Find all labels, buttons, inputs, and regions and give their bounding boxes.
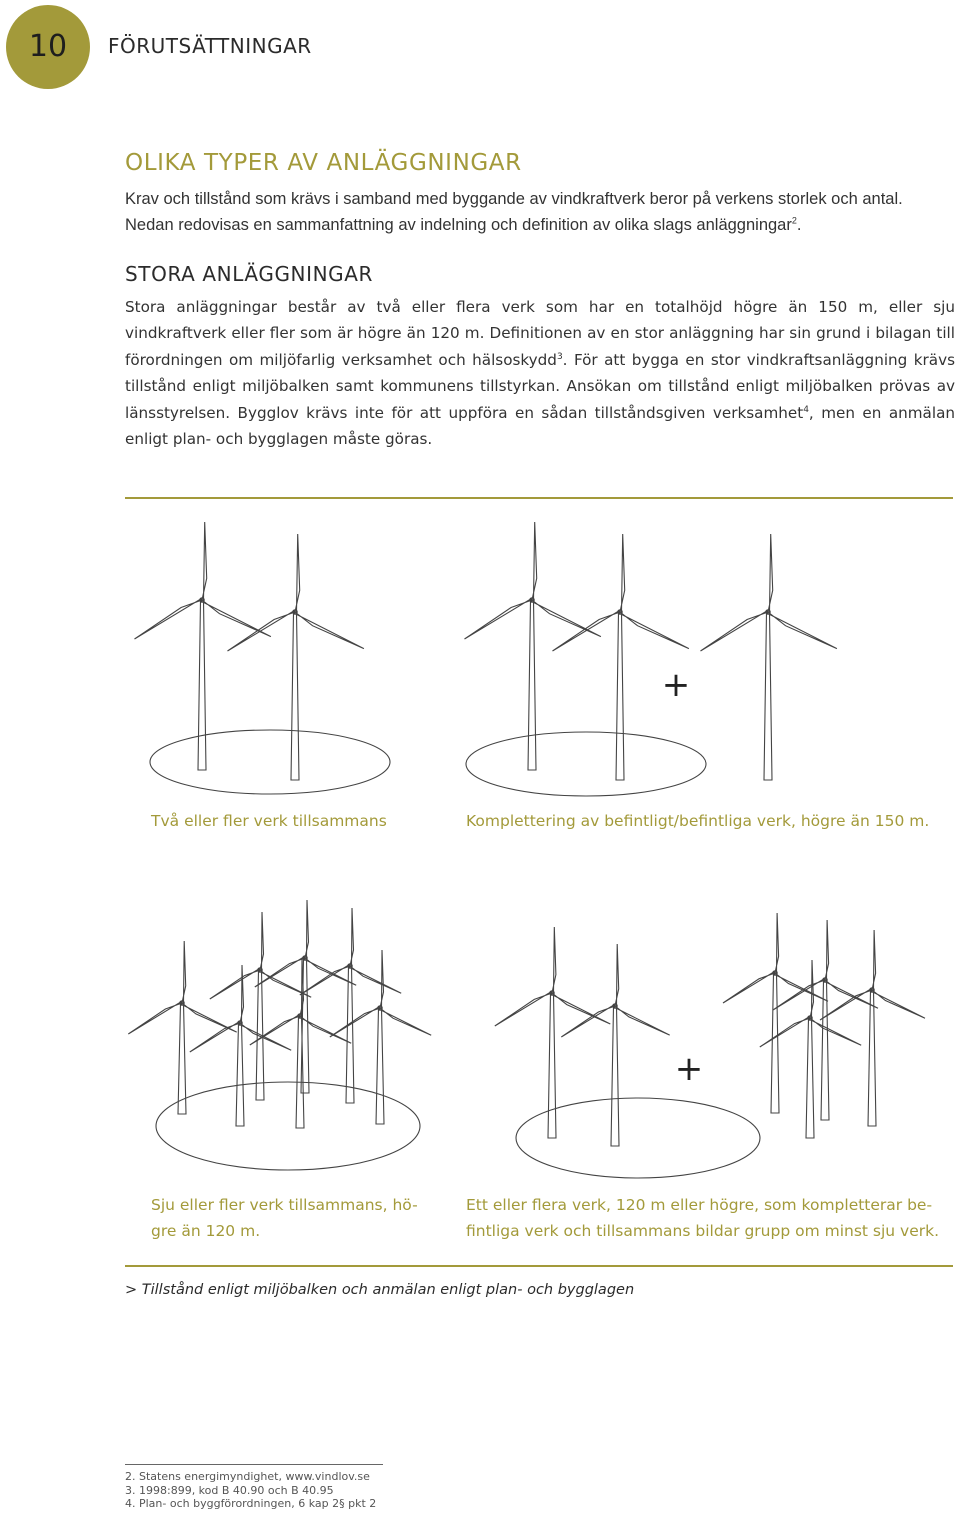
wind-turbine [701,534,837,780]
footnote-4: 4. Plan- och byggförordningen, 6 kap 2§ pkt 2 [125,1497,377,1510]
wind-turbine [300,908,401,1103]
wind-turbine [820,930,925,1126]
caption-two-turbines: Två eller fler verk tillsammans [151,812,387,830]
divider-top [125,497,953,499]
footnotes [125,1470,376,1511]
figure-row-1 [120,512,960,802]
footnote-divider [125,1464,383,1465]
illustration-two-turbines [135,522,391,794]
footnote-2: 2. Statens energimyndighet, www.vindlov.se [125,1470,370,1483]
illustration-complement-turbines [465,522,837,796]
body-paragraph: Stora anläggningar består av två eller flera verk som har en totalhöjd högre än 150 m, eller sju vindkraftverk eller fler som är högre än 120 m. Definitionen av en stor anläggning har sin grund i bilagan till förordningen om miljöfarlig verksamhet och hälsoskydd$^3$. För att bygga en stor vindkraftsanläggning krävs tillstånd enligt miljöbalken samt kommunens tillstyrkan. Ansökan om tillstånd enligt miljöbalken prövas av länsstyrelsen. Bygglov krävs inte för att uppföra en sådan tillståndsgiven verksamhet$^4$, men en anmälan enligt plan- och bygglagen måste göras. [125,298,956,449]
wind-turbine [465,522,601,770]
plus-sign-1: + [661,665,691,705]
site-boundary-ellipse [150,730,390,794]
permit-link[interactable]: > Tillstånd enligt miljöbalken och anmälan enligt plan- och bygglagen [125,1282,635,1298]
section-title: OLIKA TYPER AV ANLÄGGNINGAR [125,150,522,176]
wind-turbine [135,522,271,770]
wind-turbine [330,950,431,1124]
wind-turbine [210,912,311,1100]
subsection-title: STORA ANLÄGGNINGAR [125,262,374,286]
caption-seven-turbines: Sju eller fler verk tillsammans, hö- gre än 120 m. [151,1196,418,1240]
site-boundary-ellipse [466,732,706,796]
wind-turbine [228,534,364,780]
wind-turbine [723,913,828,1113]
page-number-badge: 10 [6,5,90,89]
plus-sign-2: + [674,1049,704,1089]
caption-group-turbines: Ett eller flera verk, 120 m eller högre, som kompletterar be- fintliga verk och tillsammans bildar grupp om minst sju verk. [466,1196,940,1240]
caption-complement: Komplettering av befintligt/befintliga verk, högre än 150 m. [466,812,930,830]
intro-line-2: Nedan redovisas en sammanfattning av indelning och definition av olika slags anläggningar$^2$. [125,215,802,234]
divider-bottom [125,1265,953,1267]
footnote-ref-3: 3 [556,351,563,362]
wind-turbine [255,900,356,1093]
illustration-seven-turbines [128,900,431,1170]
wind-turbine [561,944,669,1146]
wind-turbine [553,534,689,780]
running-header: FÖRUTSÄTTNINGAR [108,34,312,58]
wind-turbine [250,958,351,1128]
footnote-ref-2: 2 [791,215,797,226]
footnote-ref-4: 4 [803,404,809,415]
wind-turbine [495,927,611,1138]
intro-paragraph [125,186,955,238]
figure-row-2 [120,888,960,1188]
illustration-group-turbines [495,913,925,1178]
wind-turbine [190,965,291,1126]
footnote-3: 3. 1998:899, kod B 40.90 och B 40.95 [125,1483,334,1497]
wind-turbine [773,920,878,1120]
site-boundary-ellipse [156,1082,420,1170]
intro-line-1: Krav och tillstånd som krävs i samband med byggande av vindkraftverk beror på verkens storlek och antal. [125,190,903,208]
